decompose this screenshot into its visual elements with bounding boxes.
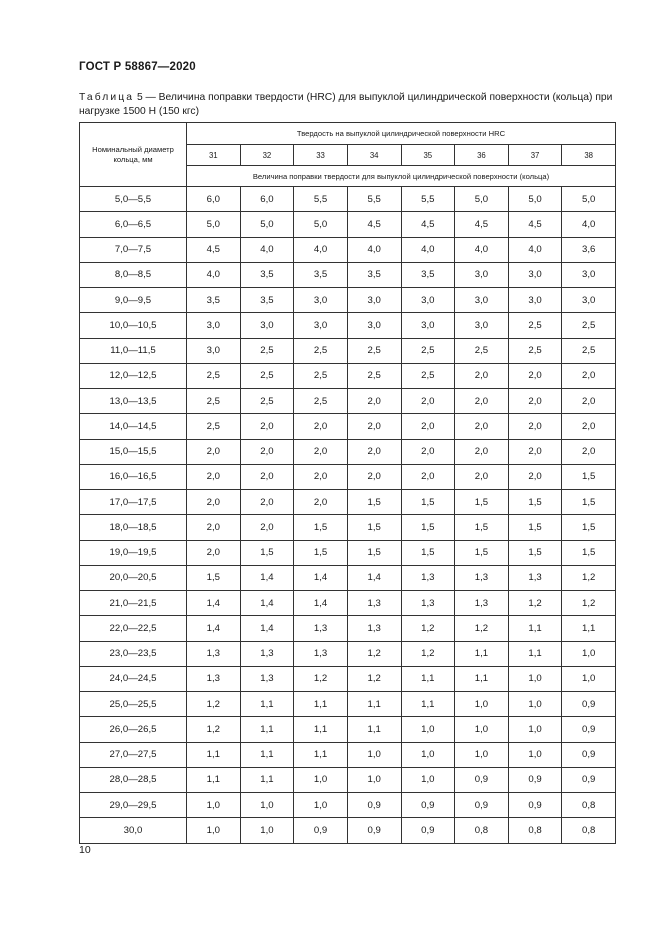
correction-cell: 0,9 [562, 717, 616, 742]
correction-cell: 2,0 [562, 389, 616, 414]
correction-cell: 5,0 [294, 212, 348, 237]
correction-cell: 1,0 [294, 767, 348, 792]
correction-cell: 2,0 [562, 439, 616, 464]
correction-cell: 2,5 [294, 338, 348, 363]
correction-cell: 1,1 [508, 616, 562, 641]
hardness-group-header: Твердость на выпуклой цилиндрической поверхности HRC [187, 123, 616, 145]
diameter-cell: 18,0—18,5 [80, 515, 187, 540]
correction-cell: 1,0 [401, 742, 455, 767]
correction-cell: 2,0 [562, 414, 616, 439]
correction-cell: 1,1 [187, 767, 241, 792]
correction-cell: 1,2 [187, 717, 241, 742]
correction-cell: 1,3 [347, 591, 401, 616]
correction-cell: 1,3 [508, 565, 562, 590]
correction-cell: 2,0 [187, 490, 241, 515]
table-row [80, 439, 616, 464]
correction-cell: 0,9 [294, 818, 348, 843]
correction-cell: 2,0 [347, 439, 401, 464]
correction-cell: 5,5 [347, 187, 401, 212]
correction-cell: 1,5 [240, 540, 294, 565]
correction-cell: 4,5 [347, 212, 401, 237]
correction-cell: 4,0 [240, 237, 294, 262]
diameter-cell: 21,0—21,5 [80, 591, 187, 616]
correction-cell: 1,0 [347, 742, 401, 767]
correction-cell: 0,8 [508, 818, 562, 843]
table-row [80, 262, 616, 287]
table-row [80, 187, 616, 212]
correction-cell: 2,0 [187, 540, 241, 565]
diameter-cell: 25,0—25,5 [80, 692, 187, 717]
correction-cell: 1,5 [401, 540, 455, 565]
correction-cell: 2,0 [240, 515, 294, 540]
correction-cell: 6,0 [187, 187, 241, 212]
correction-cell: 1,5 [562, 464, 616, 489]
correction-cell: 2,5 [508, 313, 562, 338]
correction-cell: 1,3 [455, 591, 509, 616]
correction-cell: 1,1 [455, 641, 509, 666]
page-number: 10 [79, 844, 91, 856]
correction-cell: 1,5 [294, 515, 348, 540]
table-row [80, 338, 616, 363]
hrc-column-header: 32 [240, 145, 294, 166]
table-row [80, 389, 616, 414]
correction-cell: 5,0 [187, 212, 241, 237]
correction-cell: 1,0 [401, 717, 455, 742]
correction-cell: 3,5 [347, 262, 401, 287]
correction-cell: 4,0 [455, 237, 509, 262]
correction-cell: 2,0 [294, 439, 348, 464]
correction-cell: 4,5 [455, 212, 509, 237]
correction-cell: 1,4 [294, 565, 348, 590]
hardness-correction-table [79, 122, 616, 844]
correction-cell: 1,5 [294, 540, 348, 565]
correction-cell: 5,0 [240, 212, 294, 237]
hrc-column-header: 33 [294, 145, 348, 166]
diameter-cell: 22,0—22,5 [80, 616, 187, 641]
correction-cell: 2,0 [187, 464, 241, 489]
table-row [80, 515, 616, 540]
correction-cell: 1,1 [455, 666, 509, 691]
correction-cell: 1,0 [347, 767, 401, 792]
correction-cell: 1,2 [187, 692, 241, 717]
correction-cell: 2,0 [455, 363, 509, 388]
table-body [80, 187, 616, 844]
correction-cell: 4,0 [401, 237, 455, 262]
correction-cell: 1,2 [508, 591, 562, 616]
correction-cell: 1,5 [401, 515, 455, 540]
correction-cell: 1,4 [347, 565, 401, 590]
correction-cell: 3,0 [187, 313, 241, 338]
diameter-column-header: Номинальный диаметр кольца, мм [80, 123, 187, 187]
correction-cell: 1,5 [508, 540, 562, 565]
correction-cell: 2,0 [455, 414, 509, 439]
correction-cell: 3,0 [294, 288, 348, 313]
correction-cell: 4,0 [347, 237, 401, 262]
correction-cell: 3,6 [562, 237, 616, 262]
correction-cell: 3,5 [187, 288, 241, 313]
table-row [80, 616, 616, 641]
correction-cell: 1,1 [562, 616, 616, 641]
correction-cell: 0,9 [401, 818, 455, 843]
correction-cell: 2,5 [187, 389, 241, 414]
correction-cell: 1,1 [187, 742, 241, 767]
correction-cell: 1,1 [294, 717, 348, 742]
correction-cell: 2,5 [294, 363, 348, 388]
correction-cell: 4,0 [187, 262, 241, 287]
correction-cell: 1,2 [562, 565, 616, 590]
correction-cell: 1,5 [347, 490, 401, 515]
correction-cell: 1,5 [508, 490, 562, 515]
correction-cell: 2,0 [508, 414, 562, 439]
correction-cell: 2,0 [347, 464, 401, 489]
correction-cell: 2,0 [347, 389, 401, 414]
correction-cell: 4,0 [508, 237, 562, 262]
correction-cell: 2,5 [455, 338, 509, 363]
correction-cell: 5,0 [508, 187, 562, 212]
diameter-cell: 24,0—24,5 [80, 666, 187, 691]
correction-cell: 1,1 [240, 767, 294, 792]
correction-cell: 1,2 [455, 616, 509, 641]
correction-cell: 2,0 [401, 439, 455, 464]
diameter-cell: 23,0—23,5 [80, 641, 187, 666]
diameter-cell: 13,0—13,5 [80, 389, 187, 414]
correction-cell: 1,5 [508, 515, 562, 540]
diameter-cell: 26,0—26,5 [80, 717, 187, 742]
diameter-cell: 7,0—7,5 [80, 237, 187, 262]
correction-cell: 1,4 [240, 565, 294, 590]
correction-cell: 1,3 [187, 666, 241, 691]
correction-cell: 2,5 [347, 363, 401, 388]
table-row [80, 767, 616, 792]
correction-cell: 1,0 [401, 767, 455, 792]
correction-cell: 2,0 [508, 363, 562, 388]
correction-cell: 1,4 [187, 591, 241, 616]
table-row [80, 313, 616, 338]
correction-cell: 0,9 [401, 793, 455, 818]
correction-cell: 1,5 [562, 490, 616, 515]
hrc-column-header: 38 [562, 145, 616, 166]
table-row [80, 565, 616, 590]
correction-cell: 2,5 [562, 313, 616, 338]
correction-cell: 1,5 [562, 515, 616, 540]
correction-cell: 2,0 [187, 515, 241, 540]
correction-cell: 2,0 [240, 464, 294, 489]
correction-cell: 1,1 [240, 742, 294, 767]
correction-cell: 2,0 [508, 439, 562, 464]
diameter-cell: 15,0—15,5 [80, 439, 187, 464]
table-row [80, 742, 616, 767]
correction-cell: 2,5 [508, 338, 562, 363]
diameter-cell: 27,0—27,5 [80, 742, 187, 767]
correction-cell: 1,2 [347, 666, 401, 691]
correction-cell: 2,5 [294, 389, 348, 414]
correction-cell: 1,4 [240, 616, 294, 641]
correction-cell: 1,1 [294, 742, 348, 767]
table-row [80, 414, 616, 439]
correction-cell: 1,5 [401, 490, 455, 515]
correction-cell: 2,5 [240, 389, 294, 414]
correction-cell: 1,2 [401, 641, 455, 666]
correction-cell: 3,0 [562, 288, 616, 313]
correction-cell: 2,0 [455, 389, 509, 414]
hrc-column-header: 34 [347, 145, 401, 166]
correction-cell: 1,2 [294, 666, 348, 691]
correction-cell: 0,9 [562, 767, 616, 792]
table-caption-text: 5 — Величина поправки твердости (HRC) для выпуклой цилиндрической поверхности (кольца) при нагрузке 1500 Н (150 кгс) [79, 92, 613, 117]
correction-cell: 1,5 [347, 540, 401, 565]
correction-cell: 2,0 [294, 414, 348, 439]
table-row [80, 490, 616, 515]
correction-cell: 1,0 [508, 692, 562, 717]
correction-cell: 1,1 [401, 666, 455, 691]
table-row [80, 717, 616, 742]
correction-cell: 0,9 [562, 692, 616, 717]
correction-cell: 4,0 [562, 212, 616, 237]
correction-cell: 0,9 [347, 793, 401, 818]
correction-cell: 1,0 [562, 666, 616, 691]
correction-cell: 1,0 [508, 742, 562, 767]
correction-cell: 2,0 [455, 464, 509, 489]
correction-cell: 2,5 [347, 338, 401, 363]
correction-cell: 1,0 [294, 793, 348, 818]
correction-cell: 1,3 [401, 565, 455, 590]
table-row [80, 363, 616, 388]
table-row [80, 793, 616, 818]
correction-cell: 3,0 [455, 313, 509, 338]
hrc-column-header: 37 [508, 145, 562, 166]
correction-cell: 0,9 [508, 793, 562, 818]
correction-cell: 1,2 [562, 591, 616, 616]
correction-cell: 2,0 [240, 490, 294, 515]
table-row [80, 212, 616, 237]
correction-cell: 1,0 [508, 666, 562, 691]
correction-cell: 0,9 [455, 767, 509, 792]
correction-cell: 2,0 [294, 464, 348, 489]
correction-cell: 3,0 [455, 262, 509, 287]
diameter-cell: 29,0—29,5 [80, 793, 187, 818]
correction-cell: 1,3 [294, 616, 348, 641]
correction-cell: 3,5 [294, 262, 348, 287]
document-code: ГОСТ Р 58867—2020 [79, 61, 196, 73]
correction-cell: 2,5 [187, 363, 241, 388]
correction-cell: 3,0 [401, 288, 455, 313]
correction-cell: 2,5 [401, 338, 455, 363]
diameter-cell: 28,0—28,5 [80, 767, 187, 792]
correction-cell: 2,0 [508, 464, 562, 489]
diameter-cell: 9,0—9,5 [80, 288, 187, 313]
correction-cell: 3,0 [347, 288, 401, 313]
diameter-cell: 14,0—14,5 [80, 414, 187, 439]
correction-cell: 1,0 [240, 818, 294, 843]
correction-cell: 4,0 [294, 237, 348, 262]
diameter-cell: 8,0—8,5 [80, 262, 187, 287]
correction-cell: 4,5 [187, 237, 241, 262]
correction-cell: 1,3 [347, 616, 401, 641]
correction-cell: 3,5 [240, 262, 294, 287]
table-row [80, 288, 616, 313]
correction-cell: 0,9 [455, 793, 509, 818]
hrc-column-header: 36 [455, 145, 509, 166]
correction-cell: 3,0 [187, 338, 241, 363]
diameter-cell: 19,0—19,5 [80, 540, 187, 565]
correction-value-header: Величина поправки твердости для выпуклой цилиндрической поверхности (кольца) [187, 166, 616, 187]
correction-cell: 1,3 [240, 641, 294, 666]
correction-cell: 2,5 [240, 338, 294, 363]
correction-cell: 1,2 [347, 641, 401, 666]
table-row [80, 666, 616, 691]
hrc-column-header: 31 [187, 145, 241, 166]
correction-cell: 2,0 [401, 389, 455, 414]
correction-cell: 1,0 [187, 793, 241, 818]
correction-cell: 1,3 [294, 641, 348, 666]
correction-cell: 3,0 [508, 288, 562, 313]
table-row [80, 692, 616, 717]
correction-cell: 2,0 [562, 363, 616, 388]
correction-cell: 2,0 [401, 414, 455, 439]
correction-cell: 2,5 [401, 363, 455, 388]
correction-cell: 0,8 [455, 818, 509, 843]
diameter-cell: 12,0—12,5 [80, 363, 187, 388]
correction-cell: 1,1 [240, 692, 294, 717]
correction-cell: 5,5 [401, 187, 455, 212]
diameter-cell: 5,0—5,5 [80, 187, 187, 212]
correction-cell: 2,5 [562, 338, 616, 363]
correction-cell: 1,3 [187, 641, 241, 666]
diameter-cell: 6,0—6,5 [80, 212, 187, 237]
correction-cell: 1,1 [240, 717, 294, 742]
correction-cell: 2,0 [187, 439, 241, 464]
correction-cell: 1,3 [240, 666, 294, 691]
correction-cell: 1,0 [455, 692, 509, 717]
table-caption-label: Таблица [79, 92, 135, 103]
correction-cell: 1,1 [508, 641, 562, 666]
correction-cell: 1,0 [508, 717, 562, 742]
correction-cell: 2,0 [401, 464, 455, 489]
table-row [80, 540, 616, 565]
correction-cell: 0,8 [562, 818, 616, 843]
correction-cell: 1,4 [294, 591, 348, 616]
correction-cell: 3,5 [401, 262, 455, 287]
correction-cell: 2,5 [187, 414, 241, 439]
correction-cell: 1,4 [187, 616, 241, 641]
table-row [80, 591, 616, 616]
correction-cell: 1,0 [187, 818, 241, 843]
correction-cell: 5,0 [562, 187, 616, 212]
correction-cell: 1,2 [401, 616, 455, 641]
correction-cell: 1,3 [455, 565, 509, 590]
table-row [80, 818, 616, 843]
correction-cell: 0,9 [347, 818, 401, 843]
correction-cell: 5,0 [455, 187, 509, 212]
correction-cell: 1,5 [455, 515, 509, 540]
correction-cell: 3,0 [347, 313, 401, 338]
correction-cell: 3,5 [240, 288, 294, 313]
diameter-cell: 16,0—16,5 [80, 464, 187, 489]
table-caption [79, 91, 616, 118]
correction-cell: 2,0 [455, 439, 509, 464]
diameter-cell: 20,0—20,5 [80, 565, 187, 590]
correction-cell: 2,0 [240, 414, 294, 439]
correction-cell: 2,0 [347, 414, 401, 439]
correction-cell: 2,0 [508, 389, 562, 414]
correction-cell: 1,5 [562, 540, 616, 565]
correction-cell: 3,0 [562, 262, 616, 287]
hrc-column-header: 35 [401, 145, 455, 166]
diameter-cell: 10,0—10,5 [80, 313, 187, 338]
correction-cell: 1,3 [401, 591, 455, 616]
correction-cell: 1,5 [455, 490, 509, 515]
correction-cell: 3,0 [401, 313, 455, 338]
correction-cell: 2,5 [240, 363, 294, 388]
correction-cell: 4,5 [401, 212, 455, 237]
correction-cell: 3,0 [240, 313, 294, 338]
correction-cell: 1,1 [401, 692, 455, 717]
correction-cell: 5,5 [294, 187, 348, 212]
correction-cell: 1,1 [347, 717, 401, 742]
correction-cell: 1,0 [455, 717, 509, 742]
correction-cell: 2,0 [240, 439, 294, 464]
correction-cell: 2,0 [294, 490, 348, 515]
correction-cell: 1,0 [455, 742, 509, 767]
correction-cell: 4,5 [508, 212, 562, 237]
diameter-cell: 17,0—17,5 [80, 490, 187, 515]
correction-cell: 1,5 [455, 540, 509, 565]
diameter-cell: 11,0—11,5 [80, 338, 187, 363]
correction-cell: 1,0 [562, 641, 616, 666]
table-row [80, 237, 616, 262]
diameter-cell: 30,0 [80, 818, 187, 843]
table-row [80, 464, 616, 489]
correction-cell: 1,5 [187, 565, 241, 590]
correction-cell: 6,0 [240, 187, 294, 212]
table-row [80, 641, 616, 666]
correction-cell: 0,8 [562, 793, 616, 818]
correction-cell: 3,0 [508, 262, 562, 287]
correction-cell: 1,0 [240, 793, 294, 818]
correction-cell: 1,4 [240, 591, 294, 616]
correction-cell: 3,0 [455, 288, 509, 313]
correction-cell: 0,9 [562, 742, 616, 767]
correction-cell: 1,1 [294, 692, 348, 717]
correction-cell: 1,5 [347, 515, 401, 540]
correction-cell: 1,1 [347, 692, 401, 717]
correction-cell: 3,0 [294, 313, 348, 338]
correction-cell: 0,9 [508, 767, 562, 792]
